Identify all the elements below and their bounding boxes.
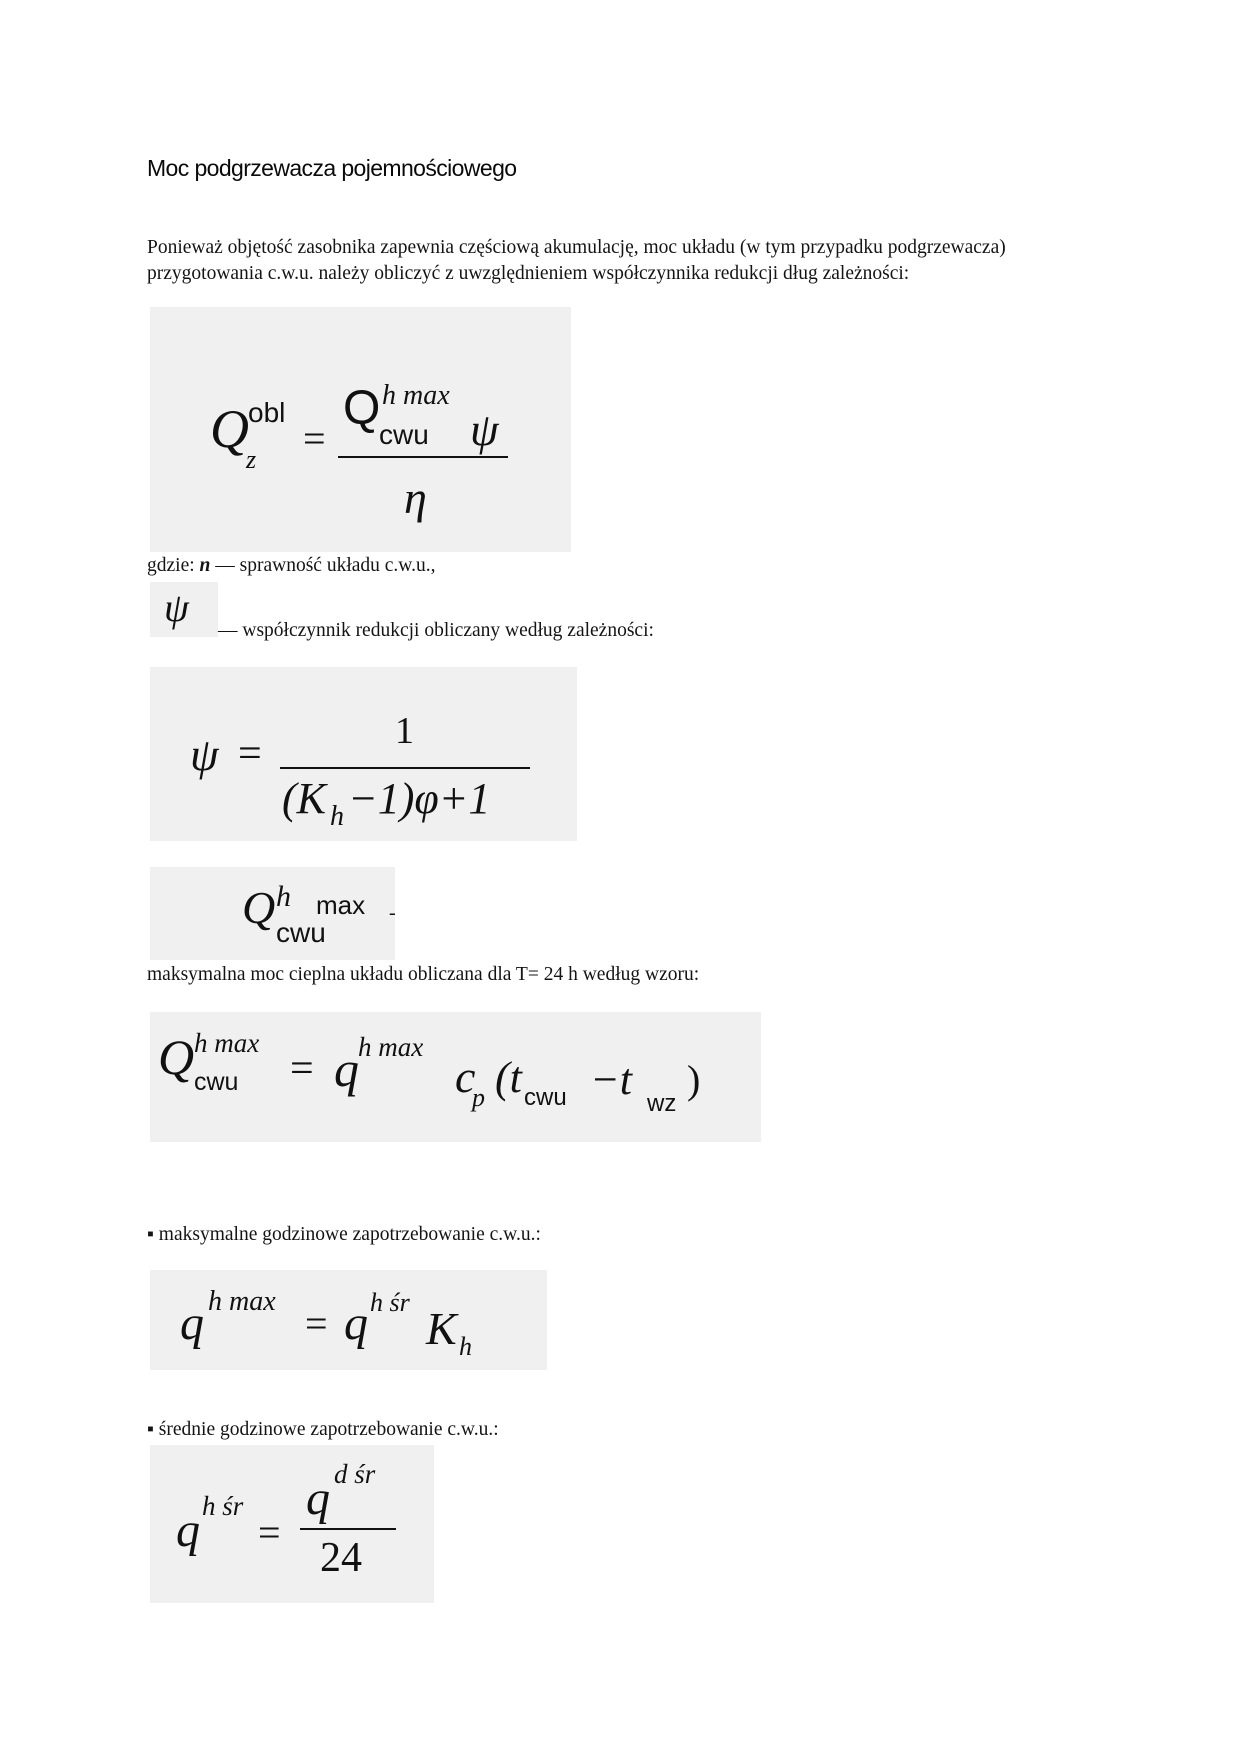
formula-subscript: wz [647, 1090, 677, 1117]
formula-superscript: h max [194, 1028, 260, 1058]
formula-symbol: ψ [470, 404, 499, 455]
formula-subscript: cwu [194, 1068, 239, 1096]
formula-heat-power [150, 307, 571, 552]
formula-subscript: cwu [379, 419, 429, 450]
eta-description: — sprawność układu c.w.u., [210, 555, 436, 576]
formula-equals: = [303, 416, 326, 461]
formula-superscript: h max [208, 1286, 276, 1317]
formula-subscript: p [472, 1083, 485, 1112]
formula-superscript: h śr [202, 1491, 244, 1521]
fraction-bar [280, 767, 530, 769]
qmax-description: maksymalna moc cieplna układu obliczana dla T= 24 h według wzoru: [147, 964, 700, 985]
eta-symbol: n [199, 555, 211, 576]
formula-symbol: c [455, 1051, 476, 1102]
formula-equals: = [258, 1510, 281, 1555]
formula-avg-hourly-demand [150, 1445, 434, 1603]
fraction-bar [338, 456, 508, 458]
formula-denominator: 24 [320, 1535, 362, 1581]
intro-line-2: przygotowania c.w.u. należy obliczyć z uwzględnieniem współczynnika redukcji dług zależności: [147, 263, 910, 284]
formula-denominator-rest: −1)φ+1 [348, 774, 491, 823]
formula-superscript: max [316, 890, 366, 920]
formula-subscript: h [330, 801, 344, 832]
qmax-trailing-mark: - [389, 902, 396, 924]
formula-symbol: K [426, 1303, 457, 1354]
formula-symbol: q [180, 1297, 204, 1350]
formula-symbol: q [334, 1041, 359, 1097]
formula-superscript: h max [358, 1032, 424, 1062]
formula-superscript: h max [382, 380, 450, 411]
formula-symbol: Q [242, 882, 276, 933]
psi-description: — współczynnik redukcji obliczany według zależności: [218, 620, 654, 641]
formula-denominator-start: (K [282, 774, 326, 823]
where-prefix: gdzie: [147, 555, 200, 576]
formula-equals: = [305, 1301, 328, 1346]
formula-symbol: ψ [164, 585, 189, 630]
formula-symbol: Q [210, 399, 249, 459]
bullet-avg-demand: ▪ średnie godzinowe zapotrzebowanie c.w.u.: [147, 1419, 499, 1440]
formula-psi-symbol [150, 582, 218, 637]
formula-symbol: (t [495, 1053, 522, 1102]
formula-superscript: obl [248, 397, 286, 428]
formula-equals: = [238, 731, 262, 777]
formula-symbol: Q [343, 382, 381, 435]
bullet-max-demand: ▪ maksymalne godzinowe zapotrzebowanie c.w.u.: [147, 1224, 541, 1245]
intro-line-1: Ponieważ objętość zasobnika zapewnia częściową akumulację, moc układu (w tym przypadku podgrzewacza) [147, 237, 1006, 258]
formula-max-heat-power [150, 1012, 761, 1142]
formula-symbol: q [176, 1504, 200, 1557]
formula-symbol: η [404, 472, 427, 523]
formula-superscript: d śr [334, 1459, 376, 1489]
fraction-bar [300, 1528, 396, 1530]
formula-subscript: z [246, 445, 257, 474]
formula-qmax-symbol [150, 867, 395, 960]
formula-symbol: ψ [190, 729, 219, 780]
formula-equals: = [290, 1046, 314, 1092]
where-line [147, 553, 436, 579]
formula-subscript: cwu [276, 917, 326, 948]
formula-subscript: h [459, 1332, 472, 1361]
formula-symbol: q [306, 1472, 330, 1525]
formula-symbol: −t [590, 1055, 632, 1104]
formula-superscript: h [276, 880, 291, 913]
formula-reduction-coefficient [150, 667, 577, 841]
formula-symbol: ) [687, 1057, 701, 1102]
page-title: Moc podgrzewacza pojemnościowego [147, 155, 517, 181]
formula-symbol: Q [158, 1029, 195, 1085]
formula-symbol: q [344, 1297, 368, 1350]
formula-subscript: cwu [524, 1084, 567, 1111]
formula-max-hourly-demand [150, 1270, 547, 1370]
formula-numerator: 1 [395, 710, 414, 752]
formula-superscript: h śr [370, 1288, 410, 1317]
